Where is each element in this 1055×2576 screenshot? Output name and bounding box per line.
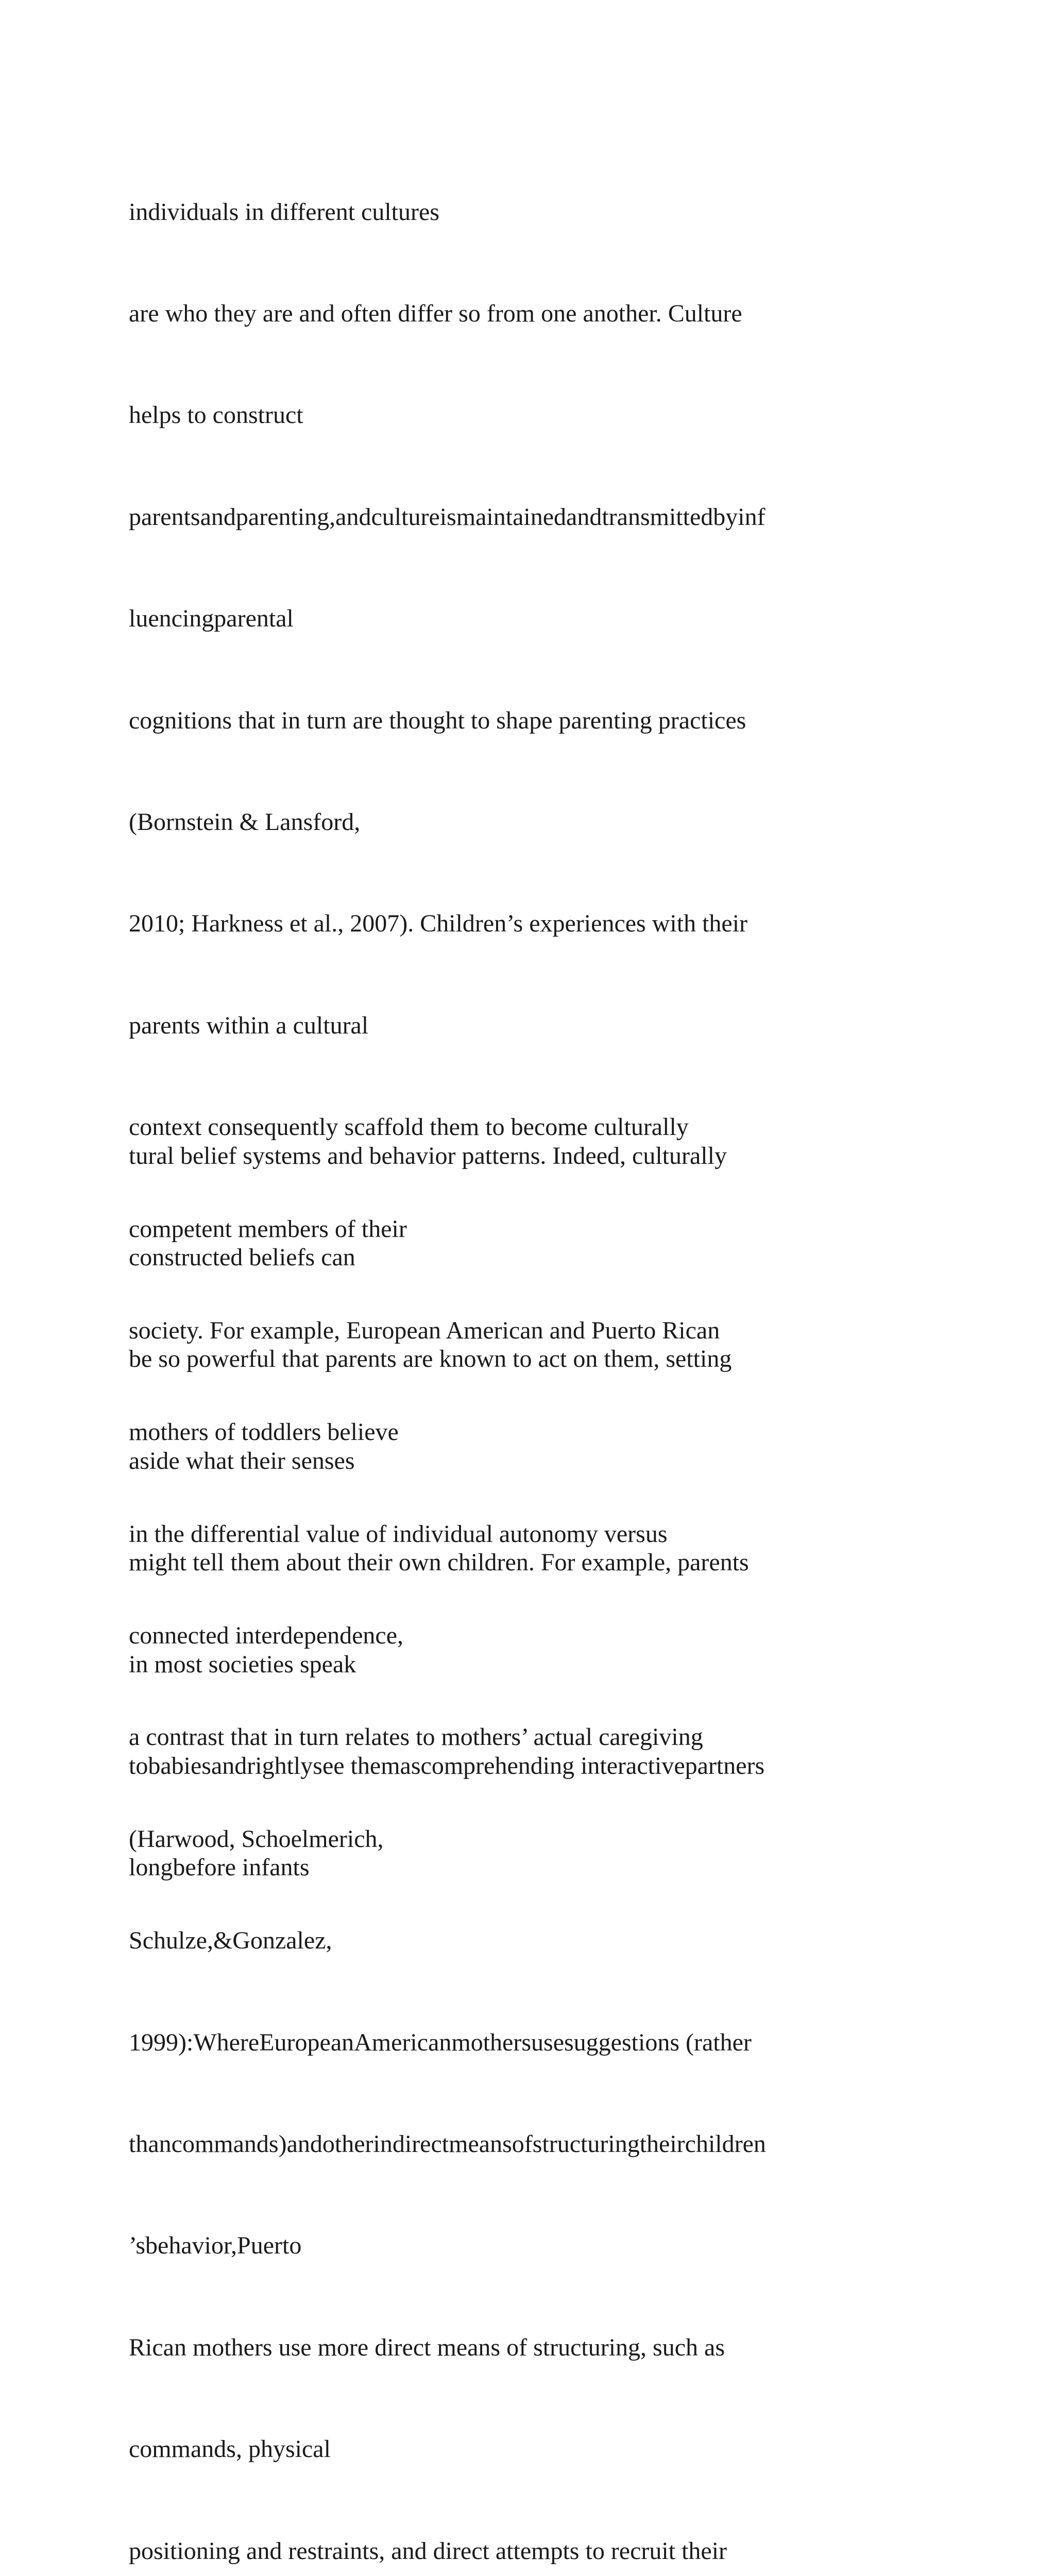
text-line: in most societies speak xyxy=(129,1650,356,1678)
text-line: are who they are and often differ so from one another. Culture xyxy=(129,299,742,327)
text-line: aside what their senses xyxy=(129,1447,355,1475)
text-line: in the differential value of individual autonomy versus xyxy=(129,1520,668,1548)
text-line: cognitions that in turn are thought to shape parenting practices xyxy=(129,706,746,734)
text-line: constructed beliefs can xyxy=(129,1243,355,1271)
text-line: mothers of toddlers believe xyxy=(129,1418,399,1446)
text-line: longbefore infants xyxy=(129,1854,310,1882)
text-line: tural belief systems and behavior patterns. Indeed, culturally xyxy=(129,1142,727,1170)
text-line: commands, physical xyxy=(129,2435,331,2463)
text-line: Schulze,&Gonzalez, xyxy=(129,1927,332,1955)
text-line: (Bornstein & Lansford, xyxy=(129,808,361,836)
text-line: ’sbehavior,Puerto xyxy=(129,2232,302,2260)
text-line: tobabiesandrightlysee themascomprehending interactivepartners xyxy=(129,1752,765,1780)
text-line: be so powerful that parents are known to act on them, setting xyxy=(129,1345,732,1373)
text-line: positioning and restraints, and direct attempts to recruit their xyxy=(129,2537,727,2565)
text-line: parents within a cultural xyxy=(129,1011,369,1039)
text-line: Rican mothers use more direct means of structuring, such as xyxy=(129,2333,725,2361)
text-line: 2010; Harkness et al., 2007). Children’s experiences with their xyxy=(129,910,748,938)
text-line: society. For example, European American and Puerto Rican xyxy=(129,1316,720,1344)
text-line: 1999):WhereEuropeanAmericanmothersusesuggestions (rather xyxy=(129,2028,752,2056)
text-line: (Harwood, Schoelmerich, xyxy=(129,1825,384,1853)
text-line: context consequently scaffold them to become culturally xyxy=(129,1113,689,1141)
text-line: connected interdependence, xyxy=(129,1622,404,1650)
text-line: a contrast that in turn relates to mothers’ actual caregiving xyxy=(129,1723,703,1751)
text-line: might tell them about their own children. For example, parents xyxy=(129,1549,749,1577)
text-block-lower xyxy=(129,1071,994,1953)
text-line: individuals in different cultures xyxy=(129,198,439,226)
text-line: thancommands)andotherindirectmeansofstructuringtheirchildren xyxy=(129,2130,766,2158)
text-line: competent members of their xyxy=(129,1215,407,1243)
text-line: helps to construct xyxy=(129,401,303,429)
text-line: luencingparental xyxy=(129,605,294,633)
text-line: parentsandparenting,andcultureismaintainedandtransmittedbyinf xyxy=(129,503,765,531)
